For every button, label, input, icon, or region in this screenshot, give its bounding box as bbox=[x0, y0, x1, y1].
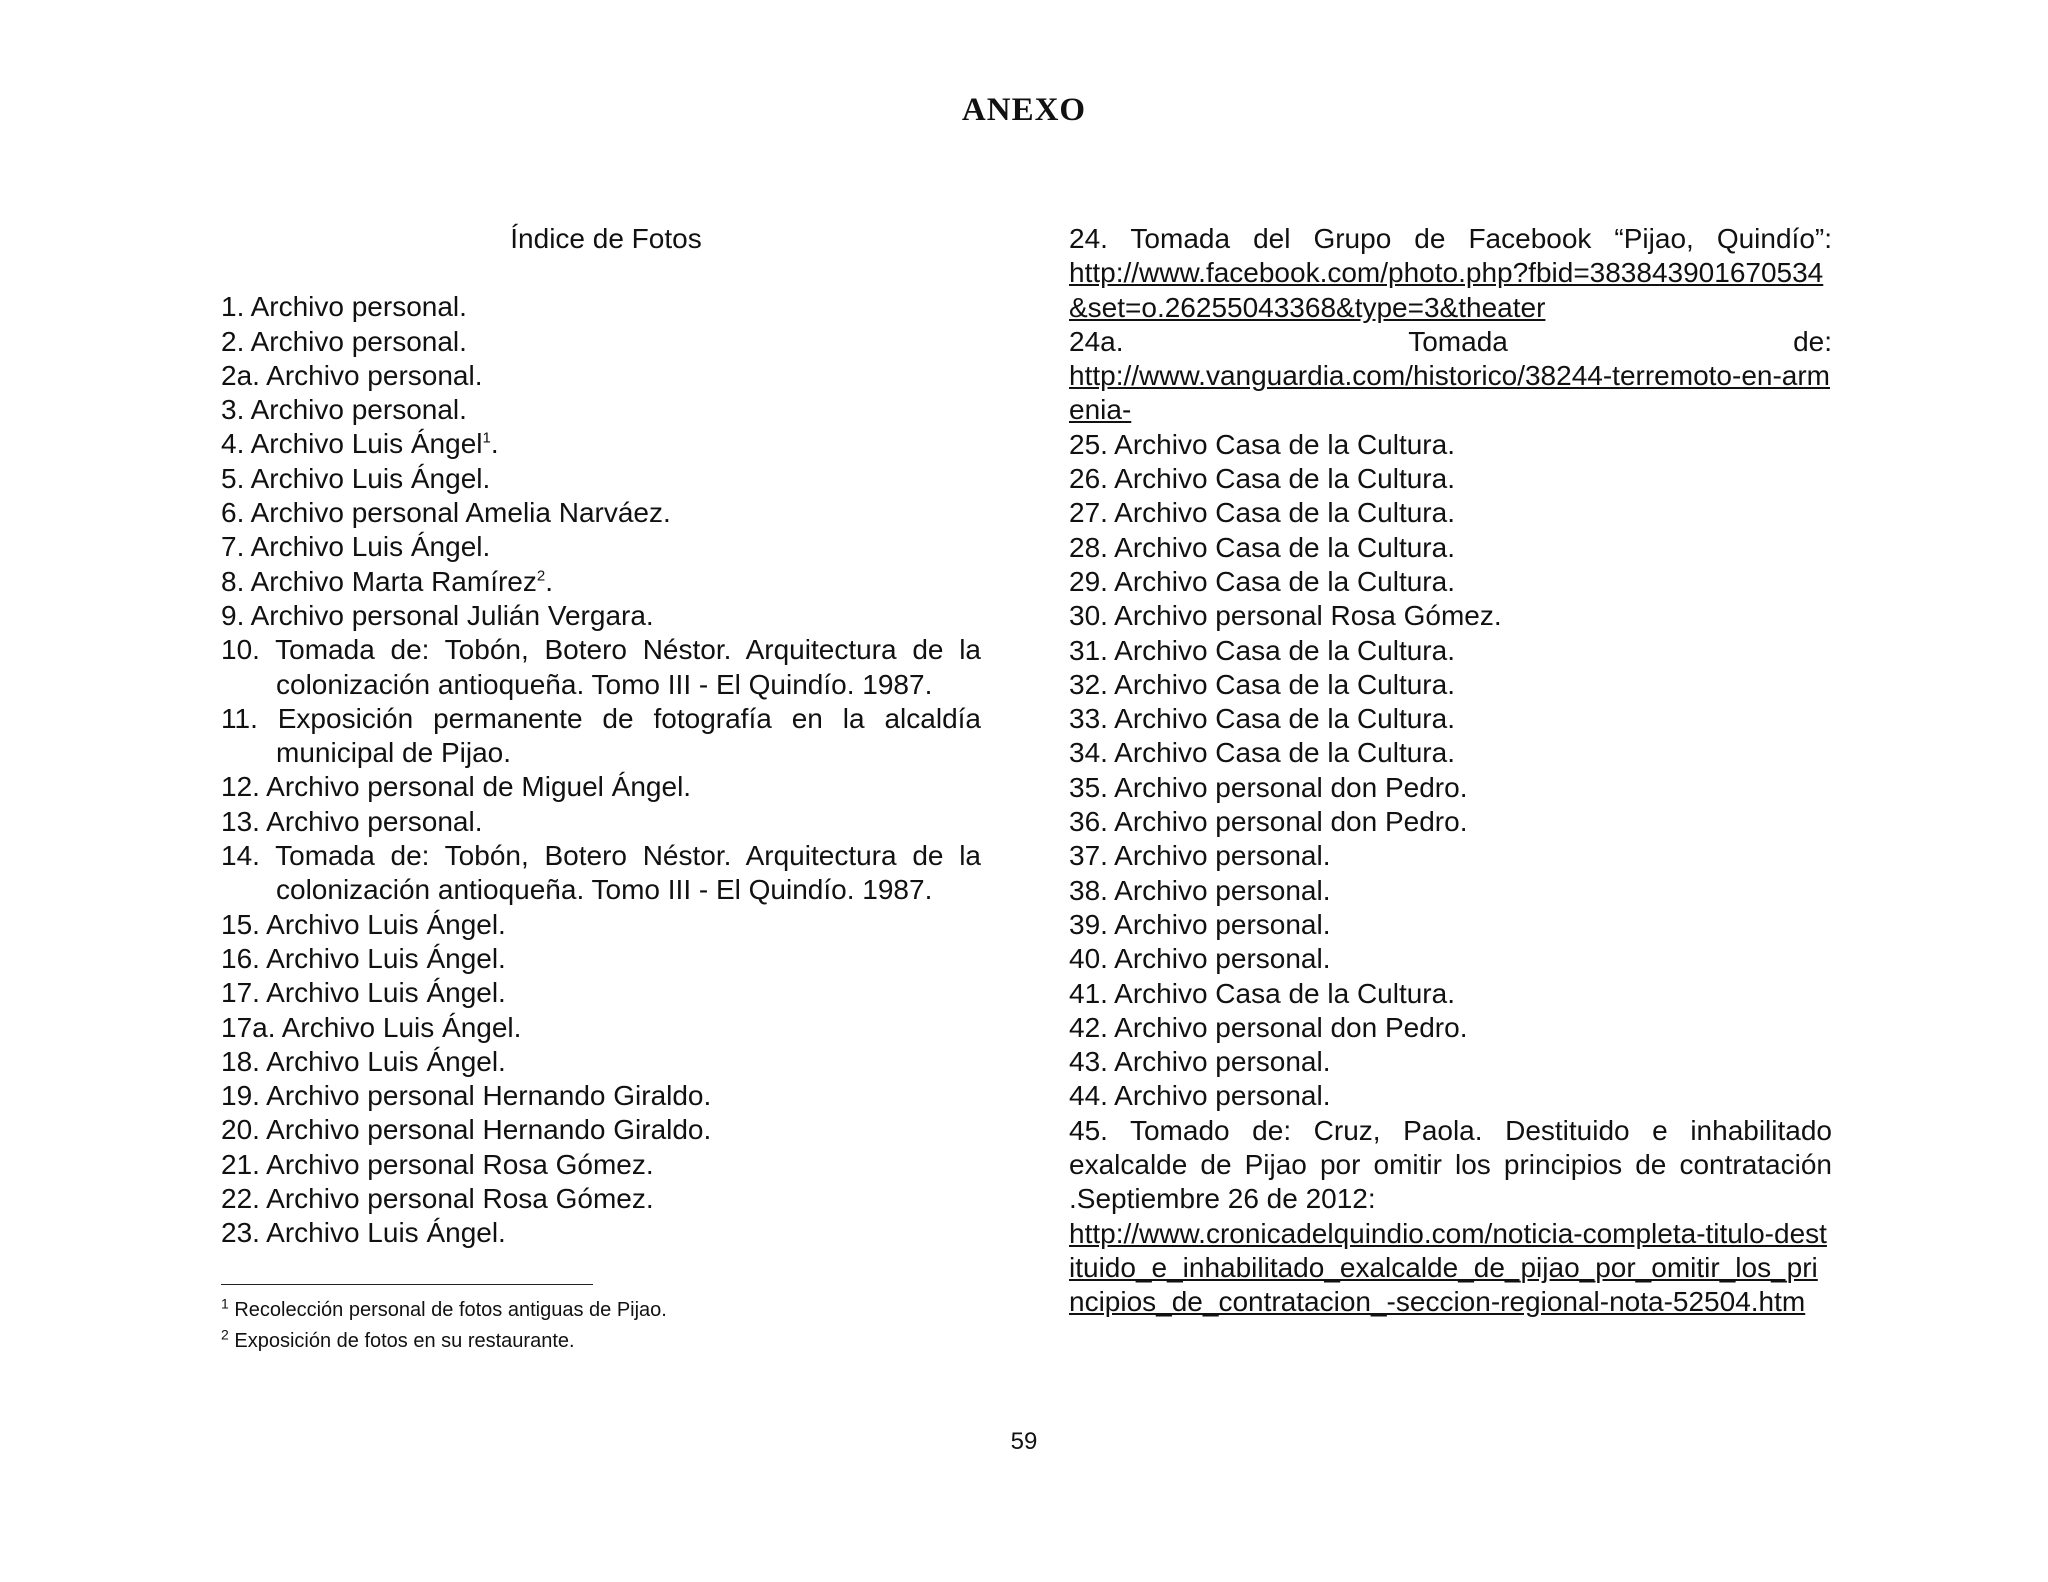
footnote-number: 1 bbox=[221, 1295, 229, 1312]
photo-index-item: 31. Archivo Casa de la Cultura. bbox=[1069, 634, 1455, 666]
photo-index-item: 21. Archivo personal Rosa Gómez. bbox=[221, 1148, 654, 1180]
photo-index-item: 11. Exposición permanente de fotografía en la alcaldía municipal de Pijao. bbox=[221, 702, 981, 769]
photo-index-item: 32. Archivo Casa de la Cultura. bbox=[1069, 668, 1455, 700]
footnotes bbox=[221, 1295, 667, 1357]
footnote bbox=[221, 1326, 667, 1357]
photo-index-item-text: 8. Archivo Marta Ramírez bbox=[221, 565, 537, 597]
photo-index-item: 36. Archivo personal don Pedro. bbox=[1069, 806, 1468, 838]
photo-index-item: 42. Archivo personal don Pedro. bbox=[1069, 1011, 1468, 1043]
photo-index-item: 27. Archivo Casa de la Cultura. bbox=[1069, 497, 1455, 529]
photo-index-item bbox=[221, 427, 981, 461]
source-link[interactable]: http://www.cronicadelquindio.com/noticia-completa-titulo-destituido_e_inhabilitado_exalcalde_de_pijao_por_omitir_los_principios_de_contratacion_-seccion-regional-nota-52504.htm bbox=[1069, 1217, 1827, 1318]
photo-index-item-text: 4. Archivo Luis Ángel bbox=[221, 428, 483, 460]
photo-index-item: 20. Archivo personal Hernando Giraldo. bbox=[221, 1114, 712, 1146]
photo-index-item: 18. Archivo Luis Ángel. bbox=[221, 1045, 506, 1077]
photo-index-item: 43. Archivo personal. bbox=[1069, 1046, 1331, 1078]
photo-index-item: 39. Archivo personal. bbox=[1069, 908, 1331, 940]
photo-index-item: 35. Archivo personal don Pedro. bbox=[1069, 771, 1468, 803]
photo-index-item: 24. Tomada del Grupo de Facebook “Pijao, Quindío”: bbox=[1069, 223, 1832, 254]
photo-index-item: 28. Archivo Casa de la Cultura. bbox=[1069, 531, 1455, 563]
photo-index-item: 30. Archivo personal Rosa Gómez. bbox=[1069, 600, 1502, 632]
photo-index-item: 2a. Archivo personal. bbox=[221, 359, 483, 391]
photo-index-item: 40. Archivo personal. bbox=[1069, 943, 1331, 975]
photo-index-item: 34. Archivo Casa de la Cultura. bbox=[1069, 737, 1455, 769]
item-period: . bbox=[545, 565, 553, 597]
photo-index-item: 26. Archivo Casa de la Cultura. bbox=[1069, 463, 1455, 495]
photo-index-item: 45. Tomado de: Cruz, Paola. Destituido e inhabilitado exalcalde de Pijao por omitir los principios de contratación .Septiembre 26 de 2012: bbox=[1069, 1114, 1832, 1215]
source-link[interactable]: http://www.facebook.com/photo.php?fbid=383843901670534&set=o.26255043368&type=3&theater bbox=[1069, 257, 1824, 323]
photo-index-item: 23. Archivo Luis Ángel. bbox=[221, 1217, 506, 1249]
footnote-reference[interactable]: 2 bbox=[536, 567, 546, 585]
photo-index-item: 19. Archivo personal Hernando Giraldo. bbox=[221, 1080, 712, 1112]
photo-index-title: Índice de Fotos bbox=[510, 223, 702, 254]
page-number: 59 bbox=[1010, 1428, 1038, 1455]
photo-index-item: 13. Archivo personal. bbox=[221, 805, 483, 837]
photo-index-item: 25. Archivo Casa de la Cultura. bbox=[1069, 428, 1455, 460]
item-period: . bbox=[490, 428, 499, 460]
photo-index-item: 38. Archivo personal. bbox=[1069, 874, 1331, 906]
footnote-number: 2 bbox=[221, 1326, 229, 1343]
photo-index-item: 1. Archivo personal. bbox=[221, 291, 467, 323]
photo-index-left-column bbox=[221, 222, 981, 1251]
photo-index-item bbox=[221, 565, 981, 599]
photo-index-item: 33. Archivo Casa de la Cultura. bbox=[1069, 703, 1455, 735]
footnote-reference[interactable]: 1 bbox=[482, 430, 491, 448]
photo-index-item: 16. Archivo Luis Ángel. bbox=[221, 942, 506, 974]
photo-index-item: 41. Archivo Casa de la Cultura. bbox=[1069, 977, 1455, 1009]
photo-index-item: 24a. Tomada de: bbox=[1069, 325, 1832, 357]
photo-index-item: 2. Archivo personal. bbox=[221, 325, 467, 357]
photo-index-item: 17. Archivo Luis Ángel. bbox=[221, 977, 506, 1009]
photo-index-item: 15. Archivo Luis Ángel. bbox=[221, 908, 506, 940]
photo-index-item: 5. Archivo Luis Ángel. bbox=[221, 462, 491, 494]
photo-index-item: 6. Archivo personal Amelia Narváez. bbox=[221, 497, 671, 529]
source-link[interactable]: http://www.vanguardia.com/historico/38244-terremoto-en-armenia- bbox=[1069, 360, 1831, 426]
photo-index-item: 17a. Archivo Luis Ángel. bbox=[221, 1011, 522, 1043]
photo-index-item: 7. Archivo Luis Ángel. bbox=[221, 531, 491, 563]
photo-index-item: 29. Archivo Casa de la Cultura. bbox=[1069, 565, 1455, 597]
page-heading: ANEXO bbox=[961, 92, 1087, 128]
photo-index-item: 3. Archivo personal. bbox=[221, 394, 467, 426]
footnote-text: Recolección personal de fotos antiguas de Pijao. bbox=[234, 1299, 667, 1321]
footnote-text: Exposición de fotos en su restaurante. bbox=[234, 1330, 575, 1352]
photo-index-item: 22. Archivo personal Rosa Gómez. bbox=[221, 1183, 654, 1215]
footnote bbox=[221, 1295, 667, 1326]
photo-index-item: 44. Archivo personal. bbox=[1069, 1080, 1331, 1112]
photo-index-item: 12. Archivo personal de Miguel Ángel. bbox=[221, 771, 692, 803]
photo-index-item: 37. Archivo personal. bbox=[1069, 840, 1331, 872]
footnote-separator bbox=[221, 1284, 593, 1285]
photo-index-item: 14. Tomada de: Tobón, Botero Néstor. Arquitectura de la colonización antioqueña. Tomo III - El Quindío. 1987. bbox=[221, 840, 981, 906]
photo-index-item: 9. Archivo personal Julián Vergara. bbox=[221, 599, 654, 631]
photo-index-item: 10. Tomada de: Tobón, Botero Néstor. Arquitectura de la colonización antioqueña. Tomo III - El Quindío. 1987. bbox=[221, 634, 981, 700]
photo-index-right-column bbox=[1069, 222, 1832, 1320]
